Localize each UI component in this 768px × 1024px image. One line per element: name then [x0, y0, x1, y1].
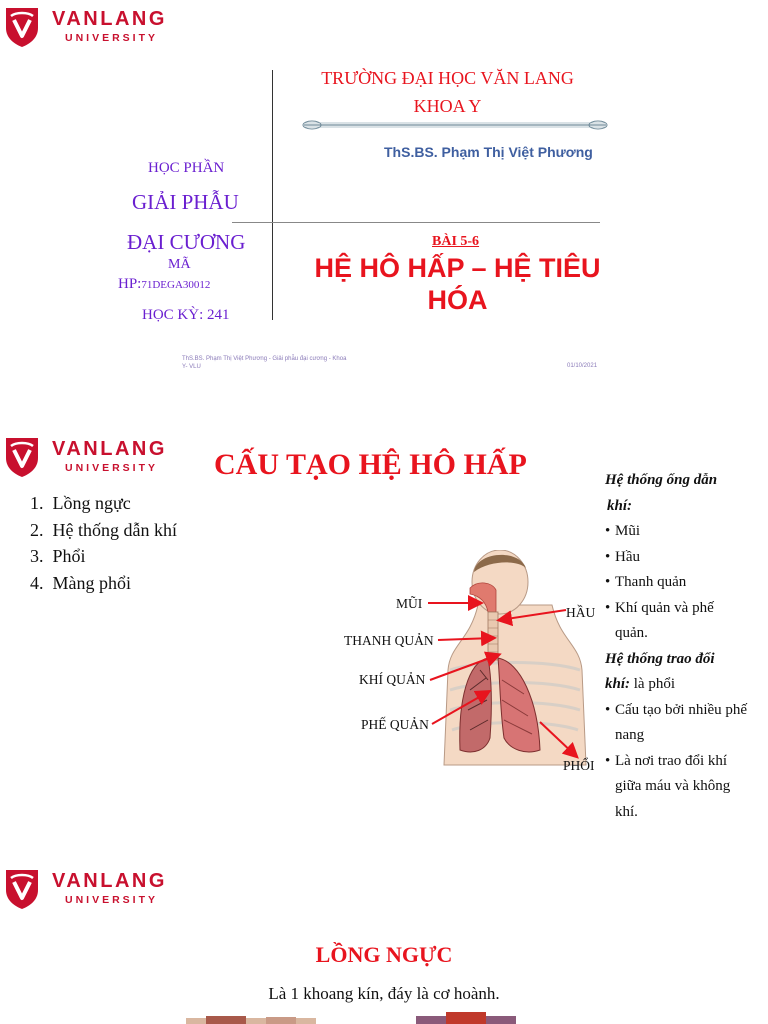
- airway-heading: Hệ thống ống dẫn khí:: [605, 472, 718, 514]
- slide-title-line-2: HÓA: [427, 285, 488, 315]
- school-name: TRƯỜNG ĐẠI HỌC VĂN LANG: [321, 68, 574, 88]
- respiratory-structure-slide: [0, 430, 768, 830]
- course-line-2: ĐẠI CƯƠNG: [127, 230, 246, 254]
- code-label-2: HP:: [118, 276, 142, 292]
- list-item: • Là nơi trao đổi khí giữa máu và không khí.: [605, 752, 731, 820]
- slide-description: Là 1 khoang kín, đáy là cơ hoành.: [268, 984, 500, 1003]
- slide-title-line-1: HỆ HÔ HẤP – HỆ TIÊU: [314, 253, 601, 283]
- label-hau: HẦU: [566, 605, 596, 620]
- respiratory-notes: [605, 468, 765, 825]
- list-item: • Hầu: [605, 548, 640, 565]
- title-slide: [0, 0, 768, 396]
- list-item: 1. Lồng ngực: [30, 493, 131, 513]
- slide-title: LỒNG NGỰC: [315, 942, 453, 967]
- label-phoi: PHỔI: [563, 758, 595, 773]
- list-item: 3. Phổi: [30, 546, 86, 566]
- code-label: MÃ: [168, 257, 191, 272]
- list-item: • Cấu tạo bởi nhiều phế nang: [605, 701, 748, 743]
- label-thanh-quan: THANH QUẢN: [344, 633, 434, 648]
- footer-left-line-1: ThS.BS. Phạm Thị Việt Phương - Giải phẫu đại cương - Khoa: [182, 356, 347, 362]
- list-item: • Thanh quản: [605, 574, 687, 590]
- footer-left: [182, 355, 346, 371]
- faculty-name: KHOA Y: [413, 96, 482, 116]
- label-phe-quan: PHẾ QUẢN: [361, 717, 429, 732]
- thorax-image-right: [416, 1012, 516, 1024]
- ornament-divider: [298, 118, 612, 132]
- shield-icon: [4, 6, 40, 48]
- brand-name: VANLANG: [52, 870, 167, 892]
- brand-name: VANLANG: [52, 438, 167, 460]
- shield-icon: [4, 868, 40, 910]
- list-item: 4. Màng phổi: [30, 572, 131, 593]
- brand-name: VANLANG: [52, 8, 167, 30]
- brand-sub: UNIVERSITY: [65, 462, 159, 474]
- list-item: • Mũi: [605, 523, 641, 539]
- list-item: • Khí quản và phế quản.: [605, 599, 714, 641]
- code-value: 71DEGA30012: [141, 279, 211, 291]
- brand-sub: UNIVERSITY: [65, 894, 159, 906]
- brand-sub: UNIVERSITY: [65, 32, 159, 44]
- footer-date: 01/10/2021: [567, 363, 598, 369]
- module-label: HỌC PHẦN: [148, 160, 225, 176]
- thorax-slide: [0, 862, 768, 1024]
- course-code: [118, 275, 210, 293]
- exchange-heading: Hệ thống trao đổi khí: là phổi: [605, 650, 715, 692]
- footer-left-line-2: Y- VLU: [182, 364, 201, 370]
- vanlang-logo: [0, 0, 180, 50]
- label-mui: MŨI: [396, 596, 423, 611]
- vertical-divider: [272, 70, 273, 320]
- course-line-1: GIẢI PHẪU: [132, 190, 239, 214]
- label-khi-quan: KHÍ QUẢN: [359, 672, 426, 687]
- term: HỌC KỲ: 241: [142, 307, 230, 323]
- slide-title: CẤU TẠO HỆ HÔ HẤP: [214, 448, 527, 481]
- horizontal-divider: [232, 222, 600, 223]
- lesson-number: BÀI 5-6: [432, 234, 480, 249]
- thorax-image-left: [186, 1014, 316, 1024]
- lecturer-name: ThS.BS. Phạm Thị Việt Phương: [384, 144, 593, 160]
- list-item: 2. Hệ thống dẫn khí: [30, 519, 177, 540]
- vanlang-logo: [0, 862, 180, 912]
